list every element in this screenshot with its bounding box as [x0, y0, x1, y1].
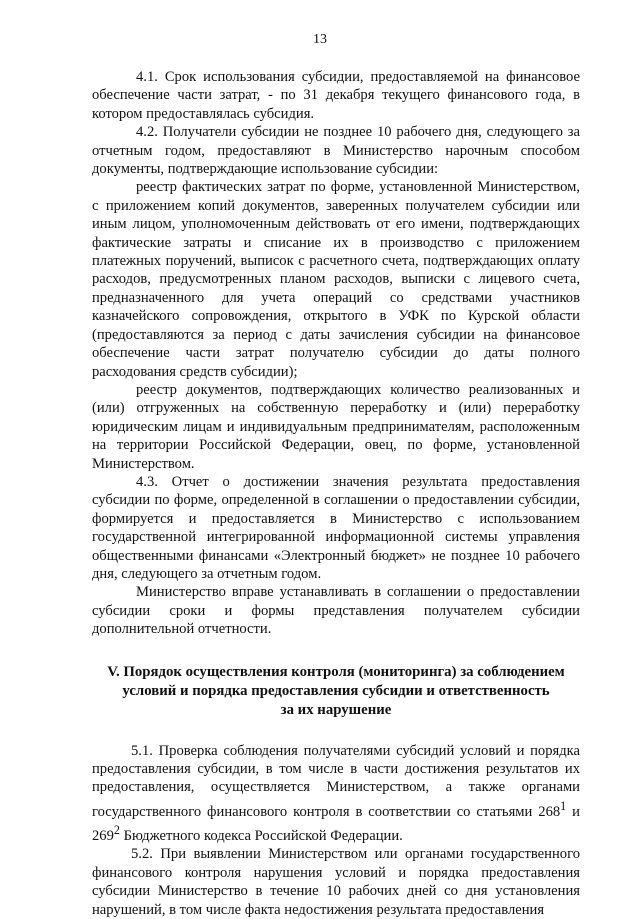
p51-sup-1: 1	[560, 798, 567, 813]
paragraph-5-1	[92, 742, 580, 846]
paragraph-ministry-right: Министерство вправе устанавливать в соглашении о предоставлении субсидии сроки и формы представления получателем субсидии дополнительной отчетности.	[92, 584, 580, 638]
paragraph-documents-register: реестр документов, подтверждающих количество реализованных и (или) отгруженных на собственную переработку и (или) переработку юридическим лицам и индивидуальным предпринимателям, расположенным на территории Российской Федерации, овец, по форме, установленной Министерством.	[92, 381, 580, 472]
paragraph-5-2: 5.2. При выявлении Министерством или органами государственного финансового контроля нарушения условий и порядка предоставления субсидии Министерство в течение 10 рабочих дней со дня установления нарушений, в том числе факта недостижения результата предоставления	[92, 846, 580, 918]
paragraph-4-2: 4.2. Получатели субсидии не позднее 10 рабочего дня, следующего за отчетным годом, предоставляют в Министерство нарочным способом документы, подтверждающие использование субсидии:	[92, 124, 580, 178]
heading-line: за их нарушение	[280, 701, 392, 718]
p51-end: Бюджетного кодекса Российской Федерации.	[119, 827, 403, 844]
p51-sup-2: 2	[113, 823, 120, 838]
section-v-heading	[92, 663, 580, 720]
heading-line: условий и порядка предоставления субсидии и ответственность	[122, 682, 550, 699]
paragraph-4-3: 4.3. Отчет о достижении значения результата предоставления субсидии по форме, определенной в соглашении о предоставлении субсидии, формируется и предоставляется в Министерство с использованием государственной интегрированной информационной системы управления общественными финансами «Электронный бюджет» не позднее 10 рабочего дня, следующего за отчетным годом.	[92, 473, 580, 582]
paragraph-4-1: 4.1. Срок использования субсидии, предоставляемой на финансовое обеспечение части затрат, - по 31 декабря текущего финансового года, в котором предоставлялась субсидия.	[92, 69, 580, 122]
document-body	[92, 68, 580, 919]
paragraph-cost-register: реестр фактических затрат по форме, установленной Министерством, с приложением копий документов, заверенных получателем субсидии или иным лицом, уполномоченным действовать от его имени, подтверждающих фактические затраты и списание их в производство с приложением платежных поручений, выписок с расчетного счета, подтверждающих оплату расходов, предусмотренных планом расходов, выписки с лицевого счета, предназначенного для учета операций со средствами участников казначейского сопровождения, открытого в УФК по Курской области (предоставляются за период с даты зачисления субсидии на финансовое обеспечение части затрат получателю субсидии до даты полного расходования средств субсидии);	[92, 179, 580, 380]
page-number: 13	[313, 32, 327, 47]
p51-mid: и 269	[92, 803, 580, 844]
p51-text: 5.1. Проверка соблюдения получателями субсидий условий и порядка предоставления субсидии, в том числе в части достижения результатов их предоставления, осуществляется Министерством, а также органами государственного финансового контроля в соответствии со статьями 268	[92, 742, 580, 820]
heading-line: V. Порядок осуществления контроля (мониторинга) за соблюдением	[107, 663, 565, 680]
